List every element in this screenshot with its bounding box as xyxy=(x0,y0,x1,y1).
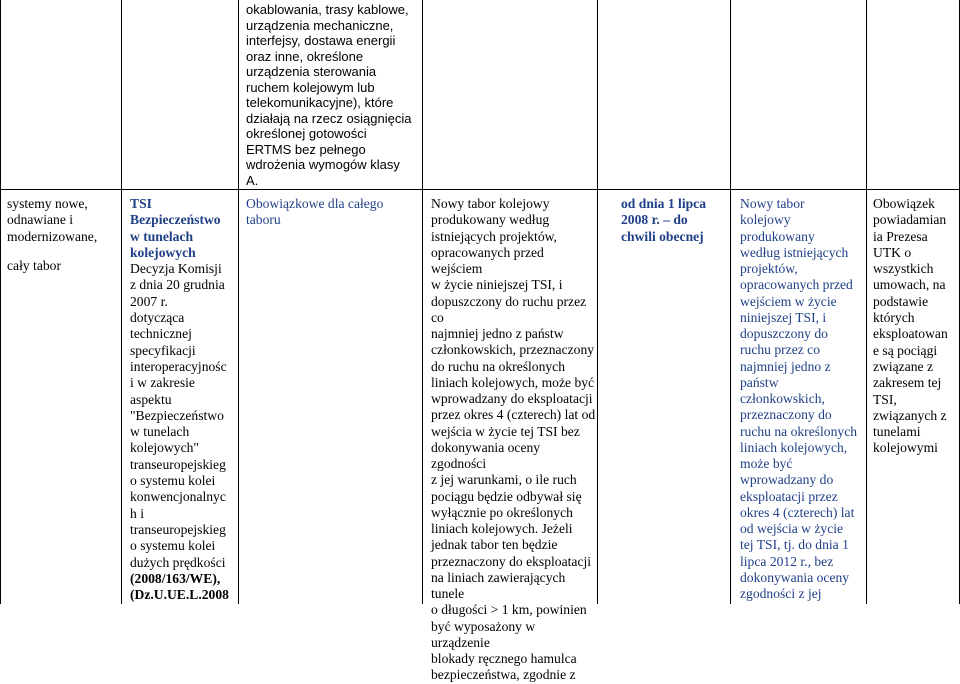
continued-requirements-text: okablowania, trasy kablowe, urządzenia mechaniczne, interfejsy, dostawa energii oraz inne, określone urządzenia sterowania ruchem kolejowym lub telekomunikacyjne), które działają na rzecz osiągnięcia określonej gotowości ERTMS bez pełnego wdrożenia wymogów klasy A. xyxy=(246,2,412,188)
notification-obligation-text: Obowiązek powiadamian ia Prezesa UTK o wszystkich umowach, na podstawie których eksploatowan e są pociągi związane z zakresem tej TSI, związanych z tunelami kolejowymi xyxy=(873,196,948,456)
scope-line-3: modernizowane, xyxy=(7,228,98,244)
column-divider-2 xyxy=(238,0,239,604)
existing-rolling-stock-text: Nowy tabor kolejowy produkowany według istniejących projektów, opracowanych przed wejściem w życie niniejszej TSI, i dopuszczony do ruchu przez co najmniej jedno z państw członkowskich, przeznaczony do ruchu na określonych liniach kolejowych, może być wprowadzany do eksploatacji przez okres 4 (czterech) lat od wejścia w życie tej TSI bez dokonywania oceny zgodności z jej warunkami, o ile ruch pociągu będzie odbywał się wyłącznie po określonych liniach kolejowych. Jeżeli jednak tabor ten będzie przeznaczony do eksploatacji na liniach zawierających tunele o długości > 1 km, powinien być wyposażony w urządzenie blokady ręcznego hamulca bezpieczeństwa, zgodnie z xyxy=(431,196,596,683)
row-divider xyxy=(0,189,960,190)
tsi-title: TSI Bezpieczeństwo w tunelach kolejowych xyxy=(130,196,221,260)
validity-period-text: od dnia 1 lipca 2008 r. – do chwili obecnej xyxy=(621,196,706,244)
scope-cell xyxy=(7,196,119,274)
column-divider-5 xyxy=(730,0,731,604)
scope-line-1: systemy nowe, xyxy=(7,196,88,211)
column-divider-6 xyxy=(866,0,867,604)
column-divider-1 xyxy=(121,0,122,604)
transition-rules-text: Nowy tabor kolejowy produkowany według istniejących projektów, opracowanych przed wejściem w życie niniejszej TSI, i dopuszczony do ruchu przez co najmniej jedno z państw członkowskich, przeznaczony do ruchu na określonych liniach kolejowych, może być wprowadzany do eksploatacji przez okres 4 (czterech) lat od wejścia w życie tej TSI, tj. do dnia 1 lipca 2012 r., bez dokonywania oceny zgodności z jej xyxy=(740,196,858,601)
decision-text: Decyzja Komisji z dnia 20 grudnia 2007 r. dotycząca technicznej specyfikacji interoperacyjnośc i w zakresie aspektu "Bezpieczeństwo w tunelach kolejowych" transeuropejskieg o systemu kolei konwencjonalnyc h i transeuropejskieg o systemu kolei dużych prędkości xyxy=(130,261,227,570)
scope-line-2: odnawiane i xyxy=(7,212,74,228)
legal-reference: (2008/163/WE), (Dz.U.UE.L.2008 xyxy=(130,570,229,603)
table-border-left xyxy=(0,0,1,604)
tsi-cell xyxy=(130,196,238,603)
scope-line-4: cały tabor xyxy=(7,257,61,273)
column-divider-3 xyxy=(422,0,423,604)
column-divider-4 xyxy=(597,0,598,604)
mandatory-requirement-text: Obowiązkowe dla całego taboru xyxy=(246,196,384,228)
